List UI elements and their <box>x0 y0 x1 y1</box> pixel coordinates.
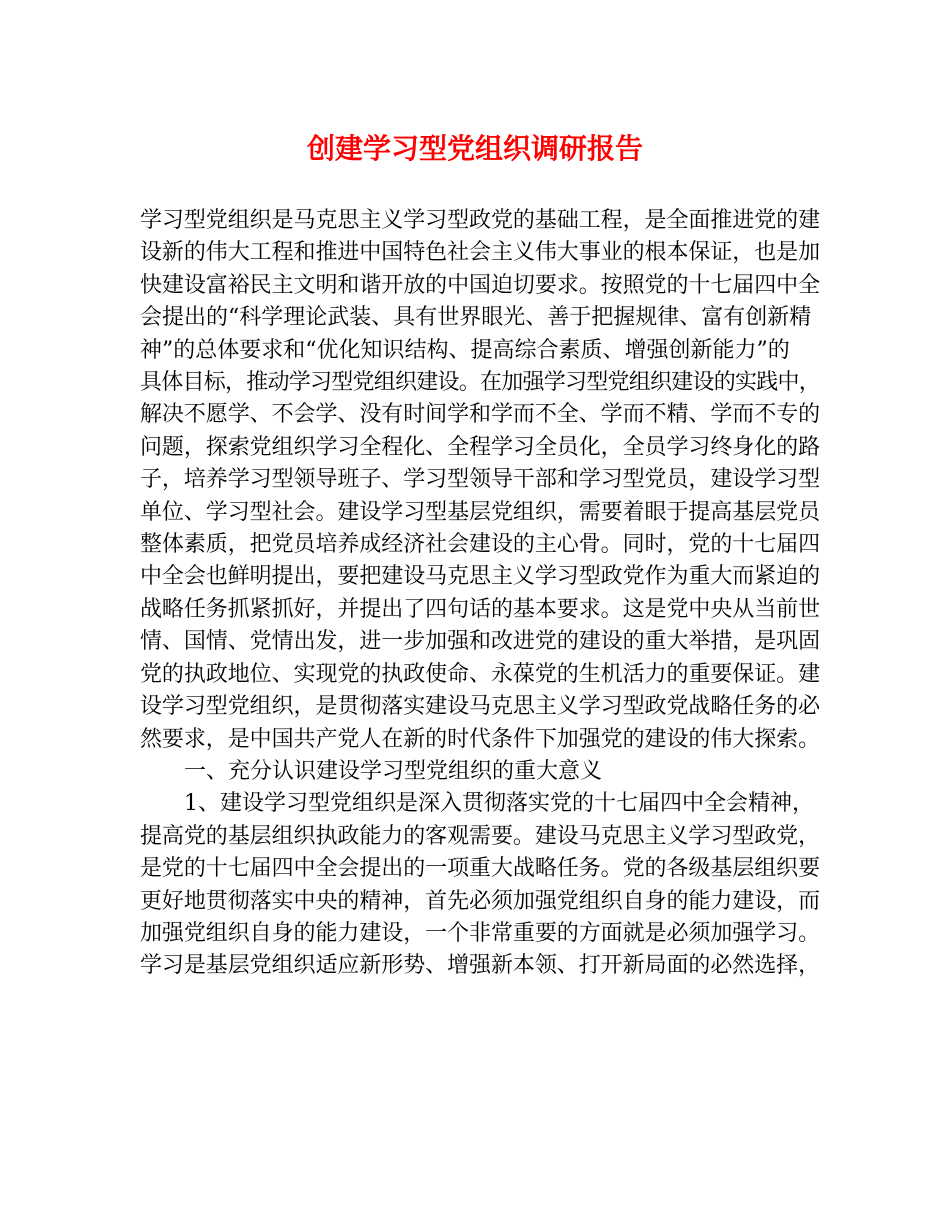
text-line: 加强党组织自身的能力建设，一个非常重要的方面就是必须加强学习。 <box>140 920 821 946</box>
text-line: 具体目标，推动学习型党组织建设。在加强学习型党组织建设的实践中， <box>140 370 821 396</box>
text-line: 子，培养学习型领导班子、学习型领导干部和学习型党员，建设学习型 <box>140 467 821 493</box>
text-line: 更好地贯彻落实中央的精神，首先必须加强党组织自身的能力建设，而 <box>140 888 821 914</box>
text-line: 然要求，是中国共产党人在新的时代条件下加强党的建设的伟大探索。 <box>140 726 821 752</box>
text-line: 党的执政地位、实现党的执政使命、永葆党的生机活力的重要保证。建 <box>140 661 821 687</box>
text-line: 1、建设学习型党组织是深入贯彻落实党的十七届四中全会精神， <box>140 791 814 817</box>
text-line: 战略任务抓紧抓好，并提出了四句话的基本要求。这是党中央从当前世 <box>140 596 821 622</box>
text-line: 会提出的“科学理论武装、具有世界眼光、善于把握规律、富有创新精 <box>140 305 812 331</box>
text-line: 快建设富裕民主文明和谐开放的中国迫切要求。按照党的十七届四中全 <box>140 272 821 298</box>
text-line: 学习型党组织是马克思主义学习型政党的基础工程，是全面推进党的建 <box>140 208 821 233</box>
text-line: 学习是基层党组织适应新形势、增强新本领、打开新局面的必然选择， <box>140 953 821 979</box>
text-line: 是党的十七届四中全会提出的一项重大战略任务。党的各级基层组织要 <box>140 856 821 882</box>
text-line: 设新的伟大工程和推进中国特色社会主义伟大事业的根本保证，也是加 <box>140 240 821 266</box>
document-title: 创建学习型党组织调研报告 <box>306 132 643 165</box>
text-line: 神”的总体要求和“优化知识结构、提高综合素质、增强创新能力”的 <box>140 337 790 363</box>
text-line: 设学习型党组织，是贯彻落实建设马克思主义学习型政党战略任务的必 <box>140 694 821 720</box>
text-line: 中全会也鲜明提出，要把建设马克思主义学习型政党作为重大而紧迫的 <box>140 564 821 590</box>
section-heading: 一、充分认识建设学习型党组织的重大意义 <box>140 758 603 784</box>
text-line: 解决不愿学、不会学、没有时间学和学而不全、学而不精、学而不专的 <box>140 402 821 428</box>
document-body <box>140 205 820 983</box>
text-line: 整体素质，把党员培养成经济社会建设的主心骨。同时，党的十七届四 <box>140 532 821 558</box>
text-line: 单位、学习型社会。建设学习型基层党组织，需要着眼于提高基层党员 <box>140 499 821 525</box>
text-line: 情、国情、党情出发，进一步加强和改进党的建设的重大举措，是巩固 <box>140 629 821 655</box>
text-line: 提高党的基层组织执政能力的客观需要。建设马克思主义学习型政党， <box>140 823 821 849</box>
text-line: 问题，探索党组织学习全程化、全程学习全员化，全员学习终身化的路 <box>140 434 821 460</box>
